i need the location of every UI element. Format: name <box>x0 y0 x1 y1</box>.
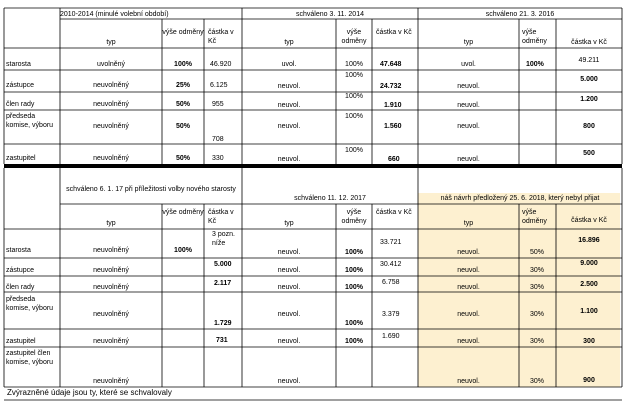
header-typ: typ <box>284 220 294 227</box>
cell-typ: neuvol. <box>277 102 301 109</box>
header-vyse-odmeny: výše odměny <box>341 209 367 225</box>
cell-castka: 2.500 <box>580 281 598 288</box>
cell-typ: neuvol. <box>277 123 301 130</box>
cell-vyse: 30% <box>530 267 545 274</box>
cell-vyse: 30% <box>530 378 545 385</box>
cell-castka: 800 <box>583 123 595 130</box>
header-vyse-odmeny: výše odměny <box>162 209 204 216</box>
cell-castka: 16.896 <box>578 237 600 244</box>
cell-vyse: 100% <box>345 249 363 256</box>
cell-vyse: 50% <box>175 101 190 108</box>
cell-castka: 955 <box>212 101 224 108</box>
cell-castka: 330 <box>212 155 224 162</box>
cell-castka: 1.100 <box>580 308 598 315</box>
cell-castka: 5.000 <box>580 76 598 83</box>
cell-vyse: 100% <box>345 267 363 274</box>
cell-vyse: 100% <box>174 61 192 68</box>
cell-castka: 500 <box>583 150 595 157</box>
cell-typ: neuvol. <box>277 311 301 318</box>
header-typ: typ <box>106 220 116 227</box>
cell-typ: uvolněný <box>96 61 126 68</box>
cell-castka: 2.117 <box>214 280 232 287</box>
role-label: zastupitel člen komise, výboru <box>6 350 54 366</box>
cell-castka: 6.125 <box>210 82 228 89</box>
cell-vyse: 100% <box>174 247 192 254</box>
role-label: člen rady <box>6 101 35 108</box>
cell-castka: 47.648 <box>380 61 402 68</box>
table-separator <box>4 164 622 168</box>
cell-typ: neuvol. <box>277 156 301 163</box>
header-typ: typ <box>284 39 294 46</box>
header-typ: typ <box>463 39 474 46</box>
group-2016: schváleno 21. 3. 2016 <box>485 11 555 18</box>
header-castka: částka v Kč <box>208 29 234 45</box>
header-castka: částka v Kč <box>208 209 234 225</box>
cell-castka: 24.732 <box>380 83 402 90</box>
header-vyse-odmeny: výše odměny <box>162 29 204 36</box>
cell-vyse: 100% <box>526 61 544 68</box>
role-label: starosta <box>6 247 31 254</box>
cell-castka: 708 <box>212 136 224 143</box>
cell-typ: neuvol. <box>457 123 480 130</box>
group-2010-2014: 2010-2014 (minulé volební období) <box>60 11 169 18</box>
cell-typ: neuvol. <box>457 83 480 90</box>
cell-castka: 1.729 <box>214 320 232 327</box>
cell-typ: neuvol. <box>277 83 301 90</box>
cell-vyse: 30% <box>530 284 545 291</box>
header-castka: částka v Kč <box>571 39 607 46</box>
header-vyse-odmeny: výše odměny <box>522 29 547 45</box>
cell-castka: 1.200 <box>580 96 598 103</box>
cell-vyse: 100% <box>345 72 363 79</box>
header-typ: typ <box>106 39 116 46</box>
cell-vyse: 100% <box>345 93 363 100</box>
role-label: zástupce <box>6 82 35 89</box>
header-vyse-odmeny: výše odměny <box>522 209 547 225</box>
cell-typ: neuvol. <box>457 338 480 345</box>
cell-castka: 5.000 <box>214 261 232 268</box>
cell-typ: neuvolněný <box>93 82 129 89</box>
cell-typ: neuvolněný <box>93 101 129 108</box>
cell-vyse: 50% <box>175 155 190 162</box>
group-2014: schváleno 3. 11. 2014 <box>296 11 364 18</box>
cell-castka: 300 <box>583 338 595 345</box>
cell-typ: neuvol. <box>457 267 480 274</box>
cell-castka: 900 <box>583 377 595 384</box>
cell-typ: uvol. <box>461 61 476 68</box>
group-2017-jan: schváleno 6. 1. 17 při příležitosti volby nového starosty <box>66 186 236 193</box>
cell-vyse: 100% <box>345 338 363 345</box>
cell-castka: 9.000 <box>580 260 598 267</box>
cell-typ: neuvol. <box>277 378 301 385</box>
cell-castka: 46.920 <box>210 61 232 68</box>
role-label: předseda komise, výboru <box>6 113 54 129</box>
cell-castka: 660 <box>388 156 400 163</box>
header-typ: typ <box>463 220 474 227</box>
cell-typ: neuvolněný <box>93 247 129 254</box>
cell-castka: 1.560 <box>384 123 402 130</box>
cell-typ: neuvol. <box>277 249 301 256</box>
group-proposal-2018: náš návrh předložený 25. 6. 2018, který nebyl přijat <box>440 195 600 202</box>
cell-typ: neuvol. <box>457 284 480 291</box>
cell-typ: neuvol. <box>277 267 301 274</box>
cell-castka: 731 <box>216 337 228 344</box>
cell-vyse: 25% <box>175 82 190 89</box>
cell-typ: neuvol. <box>457 156 480 163</box>
cell-vyse: 100% <box>345 61 363 68</box>
cell-typ: neuvolněný <box>93 155 129 162</box>
role-label: člen rady <box>6 284 35 291</box>
cell-castka: 3.379 <box>382 311 400 318</box>
cell-vyse: 100% <box>345 320 363 327</box>
cell-castka: 33.721 <box>380 239 402 246</box>
header-castka: částka v Kč <box>571 217 607 224</box>
cell-castka: 1.910 <box>384 102 402 109</box>
cell-typ: neuvolněný <box>93 338 129 345</box>
cell-castka: 49.211 <box>578 57 600 64</box>
cell-typ: neuvol. <box>457 378 480 385</box>
header-vyse-odmeny: výše odměny <box>341 29 367 45</box>
cell-castka: 30.412 <box>380 261 402 268</box>
cell-typ: neuvol. <box>277 284 301 291</box>
cell-vyse: 100% <box>345 113 363 120</box>
cell-typ: neuvolněný <box>93 378 129 385</box>
cell-vyse: 100% <box>345 147 363 154</box>
header-castka: částka v Kč <box>376 209 412 216</box>
cell-typ: neuvol. <box>457 102 480 109</box>
role-label: zástupce <box>6 267 35 274</box>
cell-typ: neuvolněný <box>93 311 129 318</box>
role-label: zastupitel <box>6 338 36 345</box>
cell-typ: uvol. <box>281 61 297 68</box>
header-castka: částka v Kč <box>376 29 412 36</box>
cell-vyse: 100% <box>345 284 363 291</box>
role-label: zastupitel <box>6 155 36 162</box>
cell-typ: neuvolněný <box>93 284 129 291</box>
cell-castka-note: 3 pozn. níže <box>212 231 235 247</box>
role-label: předseda komise, výboru <box>6 296 54 312</box>
footnote: Zvýrazněné údaje jsou ty, které se schvalovaly <box>7 388 172 397</box>
cell-vyse: 30% <box>530 338 545 345</box>
cell-castka: 6.758 <box>382 279 400 286</box>
cell-typ: neuvol. <box>457 249 480 256</box>
cell-vyse: 30% <box>530 311 545 318</box>
cell-typ: neuvol. <box>277 338 301 345</box>
role-label: starosta <box>6 61 31 68</box>
group-2017-dec: schváleno 11. 12. 2017 <box>294 195 366 202</box>
cell-vyse: 50% <box>175 123 190 130</box>
cell-typ: neuvolněný <box>93 123 129 130</box>
cell-typ: neuvol. <box>457 311 480 318</box>
cell-typ: neuvolněný <box>93 267 129 274</box>
cell-castka: 1.690 <box>382 333 400 340</box>
cell-vyse: 50% <box>530 249 545 256</box>
